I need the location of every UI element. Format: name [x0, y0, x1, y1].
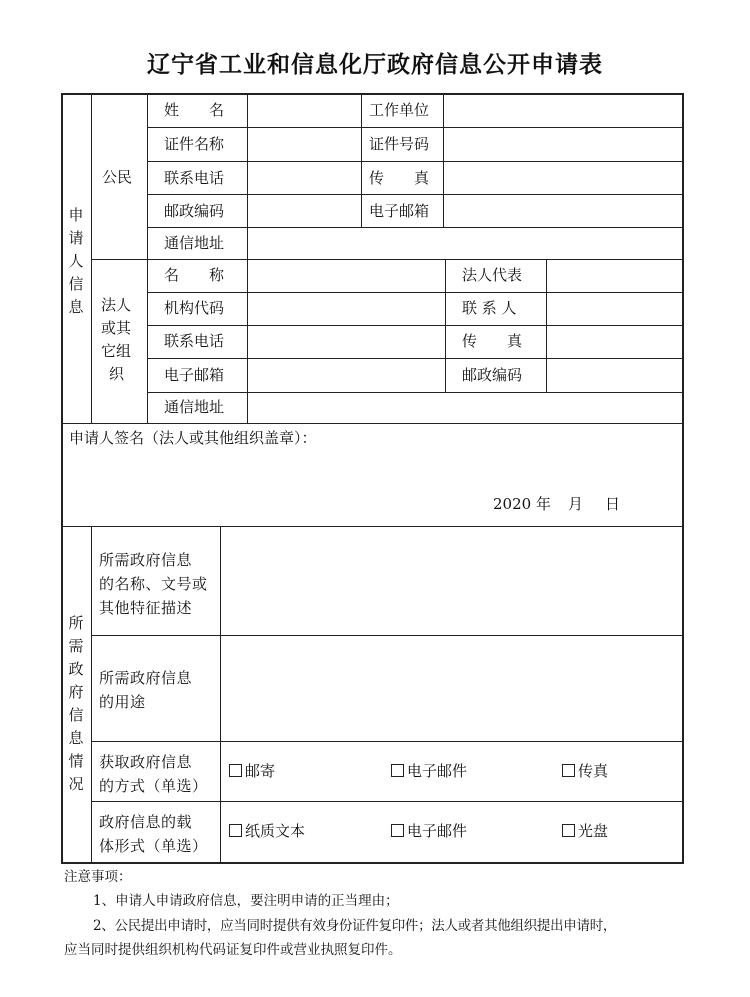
- note-item-2: 2、公民提出申请时，应当同时提供有效身份证件复印件；法人或者其他组织提出申请时，: [93, 918, 617, 934]
- citizen-postcode-label: 邮政编码: [164, 202, 225, 220]
- org-code-label: 机构代码: [164, 299, 225, 317]
- org-address-label: 通信地址: [164, 398, 225, 416]
- checkbox[interactable]: [229, 824, 242, 837]
- org-postcode-label: 邮政编码: [462, 366, 523, 384]
- citizen-phone-field[interactable]: [249, 162, 360, 193]
- workplace-field[interactable]: [445, 94, 681, 126]
- checkbox[interactable]: [391, 764, 404, 777]
- page-title: 辽宁省工业和信息化厅政府信息公开申请表: [147, 52, 603, 78]
- checkbox[interactable]: [391, 824, 404, 837]
- notes-heading: 注意事项：: [64, 869, 132, 885]
- name-label: 姓 名: [164, 101, 225, 119]
- id-type-label: 证件名称: [164, 135, 225, 153]
- signature-label: 申请人签名（法人或其他组织盖章）：: [69, 429, 317, 447]
- org-name-field[interactable]: [249, 260, 444, 291]
- signature-date: 2020 年 月 日: [493, 495, 620, 513]
- citizen-email-label: 电子邮箱: [369, 202, 430, 220]
- checkbox[interactable]: [229, 764, 242, 777]
- workplace-label: 工作单位: [369, 101, 430, 119]
- name-field[interactable]: [249, 94, 360, 126]
- org-fax-label: 传 真: [462, 332, 523, 350]
- carrier-option-paper[interactable]: 纸质文本: [229, 824, 305, 839]
- id-type-field[interactable]: [249, 128, 360, 160]
- id-number-field[interactable]: [445, 128, 681, 160]
- org-email-field[interactable]: [249, 359, 444, 391]
- citizen-fax-field[interactable]: [445, 162, 681, 193]
- org-code-field[interactable]: [249, 293, 444, 324]
- checkbox[interactable]: [562, 764, 575, 777]
- purpose-label: 所需政府信息 的用途: [99, 669, 193, 711]
- carrier-option-disc[interactable]: 光盘: [562, 824, 608, 839]
- method-option-email[interactable]: 电子邮件: [391, 764, 467, 779]
- id-number-label: 证件号码: [369, 135, 430, 153]
- method-option-fax[interactable]: 传真: [562, 764, 608, 779]
- citizen-email-field[interactable]: [445, 195, 681, 226]
- desc-label: 所需政府信息 的名称、文号或 其他特征描述: [99, 551, 208, 617]
- carrier-option-email[interactable]: 电子邮件: [391, 824, 467, 839]
- org-address-field[interactable]: [249, 393, 681, 422]
- checkbox[interactable]: [562, 824, 575, 837]
- citizen-address-label: 通信地址: [164, 234, 225, 252]
- desc-field[interactable]: [222, 527, 681, 634]
- org-fax-field[interactable]: [548, 326, 681, 357]
- org-email-label: 电子邮箱: [164, 366, 225, 384]
- contact-label: 联 系 人: [462, 299, 517, 317]
- contact-field[interactable]: [548, 293, 681, 324]
- org-phone-field[interactable]: [249, 326, 444, 357]
- citizen-postcode-field[interactable]: [249, 195, 360, 226]
- carrier-label: 政府信息的载 体形式（单选）: [99, 813, 208, 855]
- citizen-label: 公民: [102, 168, 133, 186]
- org-phone-label: 联系电话: [164, 332, 225, 350]
- citizen-phone-label: 联系电话: [164, 169, 225, 187]
- method-option-mail[interactable]: 邮寄: [229, 764, 275, 779]
- org-label: 法人 或其 它组 织: [101, 296, 132, 383]
- citizen-address-field[interactable]: [249, 228, 681, 258]
- method-label: 获取政府信息 的方式（单选）: [99, 753, 208, 795]
- citizen-fax-label: 传 真: [369, 169, 430, 187]
- note-item-1: 1、申请人申请政府信息，要注明申请的正当理由；: [93, 893, 399, 909]
- legal-rep-label: 法人代表: [462, 266, 523, 284]
- org-name-label: 名 称: [164, 266, 225, 284]
- org-postcode-field[interactable]: [548, 359, 681, 391]
- info-section-label: 所 需 政 府 信 息 情 况: [68, 614, 84, 793]
- legal-rep-field[interactable]: [548, 260, 681, 291]
- note-item-2-continued: 应当同时提供组织机构代码证复印件或营业执照复印件。: [64, 942, 402, 958]
- signature-area[interactable]: [63, 450, 681, 490]
- purpose-field[interactable]: [222, 636, 681, 740]
- applicant-section-label: 申 请 人 信 息: [68, 206, 84, 316]
